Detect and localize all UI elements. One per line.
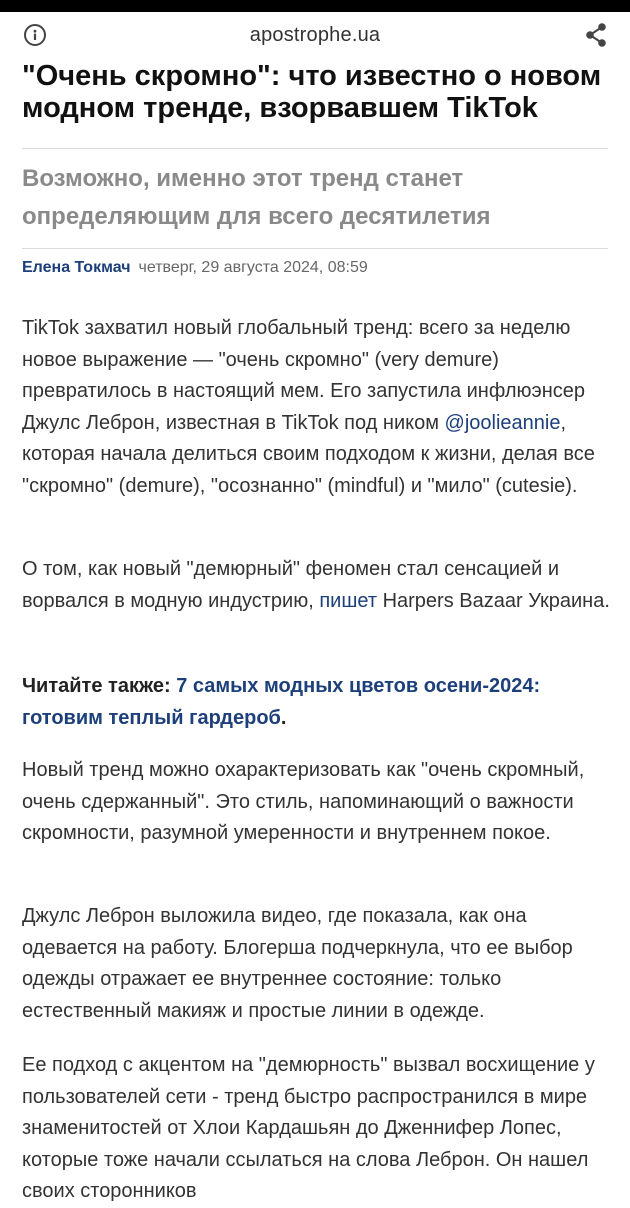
byline <box>22 259 368 277</box>
paragraph-1 <box>22 313 612 502</box>
article-subtitle: Возможно, именно этот тренд станет определяющим для всего десятилетия <box>22 165 491 230</box>
read-also-label: Читайте также: <box>22 675 177 697</box>
paragraph-2-text-end: Harpers Bazaar Украина. <box>377 589 610 612</box>
share-icon[interactable] <box>584 22 608 48</box>
paragraph-2-text: О том, как новый "демюрный" феномен стал сенсацией и ворвался в модную индустрию, <box>22 558 560 612</box>
url-text[interactable]: apostrophe.ua <box>249 24 381 46</box>
article-headline: "Очень скромно": что известно о новом модном тренде, взорвавшем TikTok <box>22 60 602 124</box>
paragraph-2 <box>22 554 612 617</box>
publish-date: четверг, 29 августа 2024, 08:59 <box>138 259 368 276</box>
paragraph-1-text-end: , которая начала делиться своим подходом к жизни, делая все "скромно" (demure), "осознанно" (mindful) и "мило" (cutesie). <box>22 411 595 497</box>
headline-divider <box>22 148 608 149</box>
paragraph-4: Джулс Леброн выложила видео, где показала, как она одевается на работу. Блогерша подчеркнула, что ее выбор одежды отражает ее внутреннее состояние: только естественный макияж и простые линии в одежде. <box>22 905 573 1022</box>
browser-url-bar <box>0 12 630 60</box>
paragraph-5: Ее подход с акцентом на "демюрность" вызвал восхищение у пользователей сети - тренд быстро распространился в мире знаменитостей от Хлои Кардашьян до Дженнифер Лопес, которые тоже начали ссылаться на слова Леброн. Он нашел своих сторонников <box>22 1054 595 1202</box>
read-also-end: . <box>280 706 287 729</box>
paragraph-3: Новый тренд можно охарактеризовать как "очень скромный, очень сдержанный". Это стиль, напоминающий о важности скромности, разумной умеренности и внутреннем покое. <box>22 759 585 844</box>
source-link[interactable]: пишет <box>319 589 378 612</box>
subtitle-divider <box>22 248 608 249</box>
joolieannie-link[interactable]: @joolieannie <box>444 411 561 434</box>
paragraph-1-text: TikTok захватил новый глобальный тренд: всего за неделю новое выражение — "очень скромно" (very demure) превратилось в настоящий мем. Его запустила инфлюэнсер Джулс Леброн, известная в TikTok под ником <box>22 317 586 434</box>
read-also <box>22 671 612 734</box>
read-also-link[interactable]: 7 самых модных цветов осени-2024: готовим теплый гардероб <box>22 675 541 729</box>
author-name[interactable]: Елена Токмач <box>22 259 131 276</box>
status-bar <box>0 0 630 12</box>
